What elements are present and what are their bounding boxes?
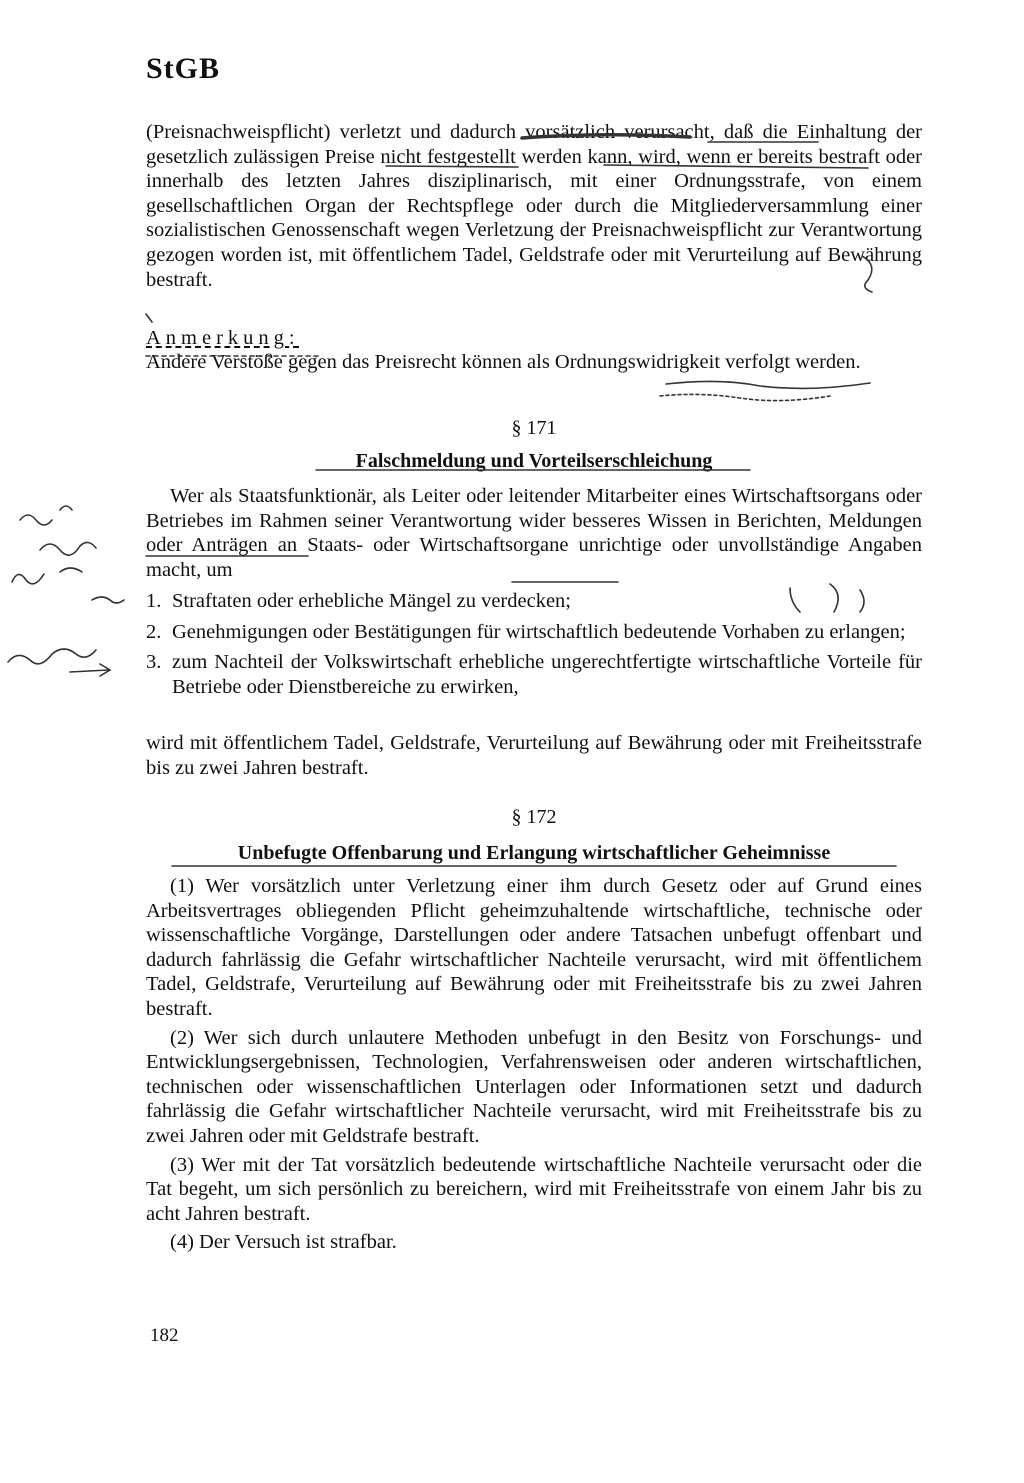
list-item: [146, 650, 922, 699]
section-171-lead-block: [146, 484, 922, 582]
margin-scribble: [8, 649, 96, 664]
pen-tick: [146, 314, 152, 322]
margin-scribble: [92, 597, 124, 603]
intro-block: [146, 120, 922, 292]
note-text: Andere Verstöße gegen das Preisrecht können als Ordnungswidrigkeit verfolgt werden.: [146, 351, 861, 373]
list-item-number: 1.: [146, 590, 162, 612]
section-172-body: [146, 874, 922, 1255]
list-item: [146, 589, 922, 614]
section-171-number: § 171: [511, 417, 557, 439]
list-item-number: 3.: [146, 651, 162, 674]
section-172-number: § 172: [511, 806, 557, 828]
section-171-list: [146, 589, 922, 705]
section-172-paragraph-2: (2) Wer sich durch unlautere Methoden unbefugt in den Besitz von Forschungs- und Entwicklungsergebnissen, Technologien, Verfahrensweisen oder anderen wirtschaftlichen, technischen oder wissenschaftlichen Unterlagen oder Informationen setzt und dadurch fahrlässig die Gefahr wirtschaftlicher Nachteile verursacht, wird mit Freiheitsstrafe bis zu zwei Jahren oder mit Geldstrafe bestraft.: [146, 1026, 922, 1147]
list-item-text: Genehmigungen oder Bestätigungen für wirtschaftlich bedeutende Vorhaben zu erlangen;: [172, 620, 906, 643]
section-172-paragraph-3: (3) Wer mit der Tat vorsätzlich bedeutende wirtschaftliche Nachteile verursacht oder die Tat begeht, um sich persönlich zu bereichern, wird mit Freiheitsstrafe von einem Jahr bis zu acht Jahren bestraft.: [146, 1153, 922, 1225]
margin-scribble: [20, 506, 72, 525]
page-number: 182: [150, 1325, 179, 1346]
list-item-number: 2.: [146, 620, 162, 643]
intro-paragraph: (Preisnachweispflicht) verletzt und dadurch vorsätzlich verursacht, daß die Einhaltung der gesetzlich zulässigen Preise nicht festgestellt werden kann, wird, wenn er bereits bestraft oder innerhalb des letzten Jahres disziplinarisch, mit einer Ordnungsstrafe, von einem gesellschaftlichen Organ der Rechtspflege oder durch die Mitgliederversammlung einer sozialistischen Genossenschaft wegen Verletzung der Preisnachweispflicht zur Verantwortung gezogen worden ist, mit öffentlichem Tadel, Geldstrafe oder mit Verurteilung auf Bewährung bestraft.: [146, 121, 922, 291]
note-label: Anmerkung:: [146, 327, 300, 349]
list-item-text: Straftaten oder erhebliche Mängel zu verdecken;: [172, 590, 571, 612]
note-block: [146, 326, 922, 375]
section-171-lead: Wer als Staatsfunktionär, als Leiter oder leitender Mitarbeiter eines Wirtschaftsorgans oder Betriebes im Rahmen seiner Verantwortung wider besseres Wissen in Berichten, Meldungen oder Anträgen an Staats- oder Wirtschaftsorgane unrichtige oder unvollständige Angaben macht, um: [146, 485, 922, 581]
section-172-paragraph-1: (1) Wer vorsätzlich unter Verletzung einer ihm durch Gesetz oder auf Grund eines Arbeitsvertrages obliegenden Pflicht geheimzuhaltende wirtschaftliche, technische oder wissenschaftliche Vorgänge, Darstellungen oder andere Tatsachen unbefugt offenbart und dadurch fahrlässig die Gefahr wirtschaftlicher Nachteile verursacht, wird mit öffentlichem Tadel, Geldstrafe, Verurteilung auf Bewährung oder mit Freiheitsstrafe bis zu zwei Jahren bestraft.: [146, 875, 922, 1020]
list-item-text: zum Nachteil der Volkswirtschaft erhebliche ungerechtfertigte wirtschaftliche Vorteile für Betriebe oder Dienstbereiche zu erwirken,: [172, 651, 922, 698]
section-172-paragraph-4: (4) Der Versuch ist strafbar.: [170, 1231, 397, 1254]
section-172-title: Unbefugte Offenbarung und Erlangung wirtschaftlicher Geheimnisse: [237, 842, 831, 864]
margin-scribble: [40, 542, 96, 555]
section-171-closing: wird mit öffentlichem Tadel, Geldstrafe, Verurteilung auf Bewährung oder mit Freiheitsstrafe bis zu zwei Jahren bestraft.: [146, 732, 922, 779]
pen-wavy-line: [660, 394, 830, 400]
page-header-title: StGB: [146, 52, 221, 85]
list-item: [146, 620, 922, 645]
margin-arrow: [70, 664, 110, 676]
pen-wavy-line: [666, 381, 870, 388]
section-171-closing-block: [146, 731, 922, 780]
section-171-title: Falschmeldung und Vorteilserschleichung: [355, 450, 713, 472]
margin-scribble: [12, 568, 82, 584]
